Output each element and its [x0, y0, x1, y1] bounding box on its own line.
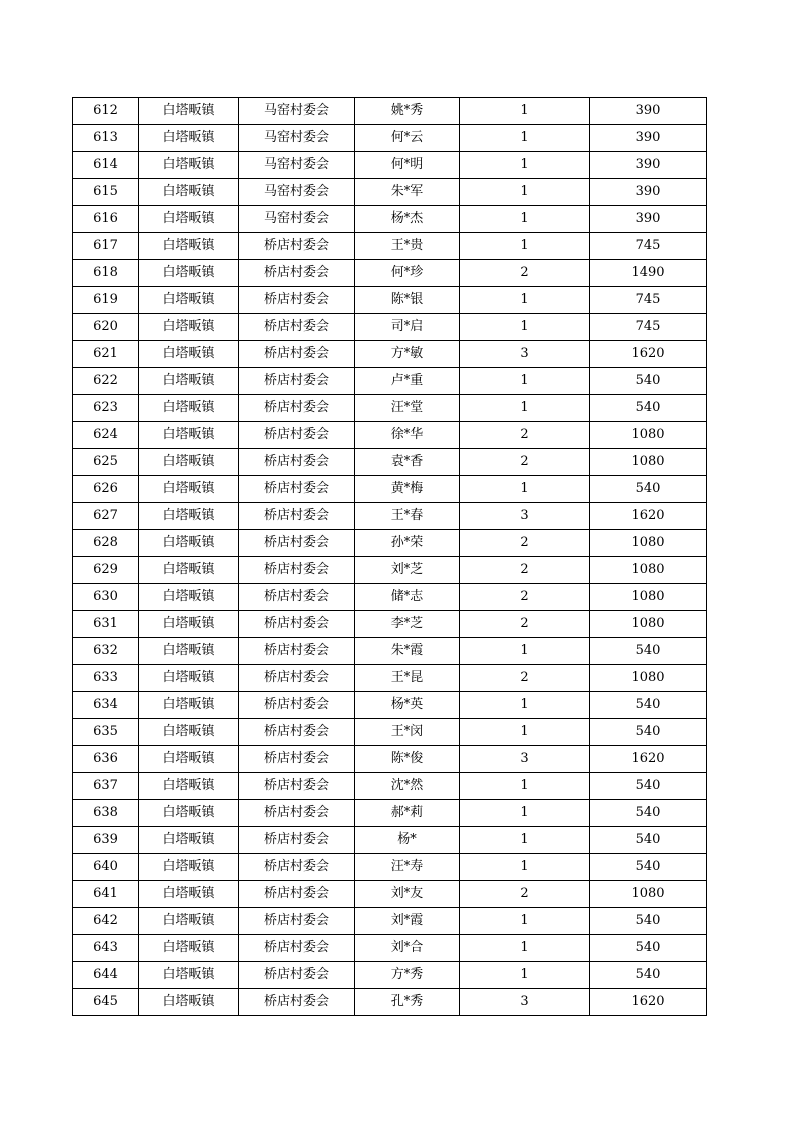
count-cell: 1	[460, 314, 590, 341]
name-cell: 何*珍	[355, 260, 460, 287]
count-cell: 2	[460, 584, 590, 611]
name-cell: 杨*英	[355, 692, 460, 719]
serial-cell: 632	[73, 638, 139, 665]
town-cell: 白塔畈镇	[139, 422, 239, 449]
town-cell: 白塔畈镇	[139, 206, 239, 233]
town-cell: 白塔畈镇	[139, 287, 239, 314]
table-row	[73, 260, 707, 287]
serial-cell: 631	[73, 611, 139, 638]
amount-cell: 1080	[590, 665, 707, 692]
name-cell: 陈*俊	[355, 746, 460, 773]
table-row	[73, 368, 707, 395]
serial-cell: 642	[73, 908, 139, 935]
amount-cell: 1620	[590, 746, 707, 773]
count-cell: 1	[460, 476, 590, 503]
table-row	[73, 287, 707, 314]
village-committee-cell: 桥店村委会	[239, 665, 355, 692]
amount-cell: 745	[590, 233, 707, 260]
town-cell: 白塔畈镇	[139, 530, 239, 557]
amount-cell: 1080	[590, 584, 707, 611]
table-row	[73, 962, 707, 989]
serial-cell: 633	[73, 665, 139, 692]
village-committee-cell: 桥店村委会	[239, 503, 355, 530]
town-cell: 白塔畈镇	[139, 179, 239, 206]
name-cell: 杨*	[355, 827, 460, 854]
village-committee-cell: 桥店村委会	[239, 530, 355, 557]
name-cell: 方*秀	[355, 962, 460, 989]
table-row	[73, 584, 707, 611]
village-committee-cell: 桥店村委会	[239, 800, 355, 827]
village-committee-cell: 桥店村委会	[239, 476, 355, 503]
town-cell: 白塔畈镇	[139, 962, 239, 989]
serial-cell: 624	[73, 422, 139, 449]
serial-cell: 627	[73, 503, 139, 530]
serial-cell: 630	[73, 584, 139, 611]
village-committee-cell: 桥店村委会	[239, 395, 355, 422]
name-cell: 朱*军	[355, 179, 460, 206]
serial-cell: 637	[73, 773, 139, 800]
town-cell: 白塔畈镇	[139, 476, 239, 503]
count-cell: 1	[460, 233, 590, 260]
count-cell: 1	[460, 800, 590, 827]
count-cell: 1	[460, 962, 590, 989]
count-cell: 3	[460, 746, 590, 773]
table-row	[73, 449, 707, 476]
amount-cell: 1080	[590, 881, 707, 908]
count-cell: 3	[460, 341, 590, 368]
village-committee-cell: 马窑村委会	[239, 179, 355, 206]
count-cell: 1	[460, 692, 590, 719]
name-cell: 汪*堂	[355, 395, 460, 422]
count-cell: 2	[460, 665, 590, 692]
count-cell: 3	[460, 503, 590, 530]
village-committee-cell: 马窑村委会	[239, 125, 355, 152]
amount-cell: 540	[590, 800, 707, 827]
serial-cell: 620	[73, 314, 139, 341]
village-committee-cell: 桥店村委会	[239, 908, 355, 935]
count-cell: 1	[460, 152, 590, 179]
town-cell: 白塔畈镇	[139, 260, 239, 287]
serial-cell: 628	[73, 530, 139, 557]
town-cell: 白塔畈镇	[139, 584, 239, 611]
count-cell: 1	[460, 935, 590, 962]
name-cell: 司*启	[355, 314, 460, 341]
count-cell: 1	[460, 719, 590, 746]
count-cell: 1	[460, 368, 590, 395]
name-cell: 储*志	[355, 584, 460, 611]
town-cell: 白塔畈镇	[139, 719, 239, 746]
table-row	[73, 773, 707, 800]
table-row	[73, 233, 707, 260]
amount-cell: 1080	[590, 557, 707, 584]
serial-cell: 629	[73, 557, 139, 584]
amount-cell: 540	[590, 368, 707, 395]
name-cell: 黄*梅	[355, 476, 460, 503]
name-cell: 王*贵	[355, 233, 460, 260]
serial-cell: 618	[73, 260, 139, 287]
name-cell: 刘*友	[355, 881, 460, 908]
count-cell: 1	[460, 908, 590, 935]
amount-cell: 1080	[590, 611, 707, 638]
count-cell: 1	[460, 638, 590, 665]
serial-cell: 645	[73, 989, 139, 1016]
amount-cell: 1080	[590, 449, 707, 476]
table-row	[73, 638, 707, 665]
serial-cell: 617	[73, 233, 139, 260]
table-row	[73, 854, 707, 881]
table-row	[73, 665, 707, 692]
amount-cell: 390	[590, 125, 707, 152]
count-cell: 1	[460, 287, 590, 314]
name-cell: 王*闵	[355, 719, 460, 746]
village-committee-cell: 桥店村委会	[239, 638, 355, 665]
village-committee-cell: 桥店村委会	[239, 260, 355, 287]
name-cell: 李*芝	[355, 611, 460, 638]
count-cell: 1	[460, 98, 590, 125]
village-committee-cell: 桥店村委会	[239, 692, 355, 719]
name-cell: 刘*芝	[355, 557, 460, 584]
town-cell: 白塔畈镇	[139, 773, 239, 800]
village-committee-cell: 桥店村委会	[239, 557, 355, 584]
village-committee-cell: 桥店村委会	[239, 746, 355, 773]
count-cell: 1	[460, 125, 590, 152]
amount-cell: 1620	[590, 989, 707, 1016]
name-cell: 何*云	[355, 125, 460, 152]
town-cell: 白塔畈镇	[139, 449, 239, 476]
amount-cell: 1490	[590, 260, 707, 287]
town-cell: 白塔畈镇	[139, 935, 239, 962]
village-committee-cell: 桥店村委会	[239, 854, 355, 881]
town-cell: 白塔畈镇	[139, 665, 239, 692]
table-row	[73, 98, 707, 125]
table-row	[73, 125, 707, 152]
village-committee-cell: 桥店村委会	[239, 719, 355, 746]
village-committee-cell: 桥店村委会	[239, 422, 355, 449]
name-cell: 杨*杰	[355, 206, 460, 233]
table-row	[73, 503, 707, 530]
amount-cell: 390	[590, 152, 707, 179]
serial-cell: 622	[73, 368, 139, 395]
table-row	[73, 530, 707, 557]
town-cell: 白塔畈镇	[139, 341, 239, 368]
town-cell: 白塔畈镇	[139, 746, 239, 773]
town-cell: 白塔畈镇	[139, 557, 239, 584]
table-row	[73, 719, 707, 746]
serial-cell: 638	[73, 800, 139, 827]
table-row	[73, 476, 707, 503]
town-cell: 白塔畈镇	[139, 368, 239, 395]
count-cell: 2	[460, 449, 590, 476]
amount-cell: 540	[590, 962, 707, 989]
village-committee-cell: 桥店村委会	[239, 827, 355, 854]
town-cell: 白塔畈镇	[139, 638, 239, 665]
village-committee-cell: 桥店村委会	[239, 314, 355, 341]
serial-cell: 626	[73, 476, 139, 503]
village-committee-cell: 桥店村委会	[239, 962, 355, 989]
count-cell: 1	[460, 206, 590, 233]
table-row	[73, 989, 707, 1016]
village-committee-cell: 桥店村委会	[239, 881, 355, 908]
name-cell: 姚*秀	[355, 98, 460, 125]
amount-cell: 1080	[590, 530, 707, 557]
amount-cell: 540	[590, 827, 707, 854]
count-cell: 1	[460, 827, 590, 854]
count-cell: 3	[460, 989, 590, 1016]
name-cell: 朱*霞	[355, 638, 460, 665]
village-committee-cell: 桥店村委会	[239, 584, 355, 611]
name-cell: 郝*莉	[355, 800, 460, 827]
town-cell: 白塔畈镇	[139, 314, 239, 341]
village-committee-cell: 桥店村委会	[239, 449, 355, 476]
amount-cell: 1620	[590, 503, 707, 530]
town-cell: 白塔畈镇	[139, 908, 239, 935]
table-row	[73, 800, 707, 827]
serial-cell: 635	[73, 719, 139, 746]
amount-cell: 540	[590, 692, 707, 719]
count-cell: 1	[460, 179, 590, 206]
table-body	[73, 98, 707, 1016]
table-row	[73, 746, 707, 773]
amount-cell: 390	[590, 98, 707, 125]
serial-cell: 639	[73, 827, 139, 854]
serial-cell: 644	[73, 962, 139, 989]
serial-cell: 636	[73, 746, 139, 773]
table-row	[73, 692, 707, 719]
table-row	[73, 152, 707, 179]
serial-cell: 621	[73, 341, 139, 368]
village-committee-cell: 桥店村委会	[239, 368, 355, 395]
amount-cell: 540	[590, 395, 707, 422]
village-committee-cell: 桥店村委会	[239, 611, 355, 638]
town-cell: 白塔畈镇	[139, 827, 239, 854]
table-row	[73, 422, 707, 449]
table-row	[73, 611, 707, 638]
serial-cell: 643	[73, 935, 139, 962]
village-committee-cell: 马窑村委会	[239, 152, 355, 179]
table-row	[73, 206, 707, 233]
count-cell: 1	[460, 773, 590, 800]
amount-cell: 745	[590, 287, 707, 314]
table-row	[73, 557, 707, 584]
amount-cell: 390	[590, 179, 707, 206]
town-cell: 白塔畈镇	[139, 503, 239, 530]
table-row	[73, 314, 707, 341]
count-cell: 2	[460, 530, 590, 557]
count-cell: 2	[460, 260, 590, 287]
name-cell: 卢*重	[355, 368, 460, 395]
amount-cell: 540	[590, 638, 707, 665]
count-cell: 2	[460, 422, 590, 449]
serial-cell: 634	[73, 692, 139, 719]
village-committee-cell: 桥店村委会	[239, 773, 355, 800]
name-cell: 刘*霞	[355, 908, 460, 935]
amount-cell: 540	[590, 476, 707, 503]
serial-cell: 616	[73, 206, 139, 233]
amount-cell: 745	[590, 314, 707, 341]
table-row	[73, 179, 707, 206]
town-cell: 白塔畈镇	[139, 881, 239, 908]
town-cell: 白塔畈镇	[139, 800, 239, 827]
name-cell: 王*春	[355, 503, 460, 530]
count-cell: 1	[460, 395, 590, 422]
serial-cell: 619	[73, 287, 139, 314]
name-cell: 汪*寿	[355, 854, 460, 881]
town-cell: 白塔畈镇	[139, 989, 239, 1016]
count-cell: 2	[460, 881, 590, 908]
table-row	[73, 881, 707, 908]
village-committee-cell: 马窑村委会	[239, 206, 355, 233]
town-cell: 白塔畈镇	[139, 854, 239, 881]
town-cell: 白塔畈镇	[139, 233, 239, 260]
name-cell: 孔*秀	[355, 989, 460, 1016]
serial-cell: 614	[73, 152, 139, 179]
count-cell: 2	[460, 557, 590, 584]
name-cell: 徐*华	[355, 422, 460, 449]
serial-cell: 612	[73, 98, 139, 125]
count-cell: 1	[460, 854, 590, 881]
amount-cell: 540	[590, 854, 707, 881]
village-committee-cell: 桥店村委会	[239, 989, 355, 1016]
village-committee-cell: 桥店村委会	[239, 287, 355, 314]
amount-cell: 540	[590, 908, 707, 935]
village-committee-cell: 马窑村委会	[239, 98, 355, 125]
count-cell: 2	[460, 611, 590, 638]
serial-cell: 615	[73, 179, 139, 206]
serial-cell: 641	[73, 881, 139, 908]
town-cell: 白塔畈镇	[139, 125, 239, 152]
serial-cell: 613	[73, 125, 139, 152]
amount-cell: 390	[590, 206, 707, 233]
amount-cell: 1080	[590, 422, 707, 449]
table-row	[73, 908, 707, 935]
name-cell: 何*明	[355, 152, 460, 179]
town-cell: 白塔畈镇	[139, 98, 239, 125]
town-cell: 白塔畈镇	[139, 692, 239, 719]
village-committee-cell: 桥店村委会	[239, 233, 355, 260]
amount-cell: 1620	[590, 341, 707, 368]
table-row	[73, 395, 707, 422]
village-committee-cell: 桥店村委会	[239, 341, 355, 368]
name-cell: 袁*香	[355, 449, 460, 476]
name-cell: 刘*合	[355, 935, 460, 962]
town-cell: 白塔畈镇	[139, 611, 239, 638]
table-row	[73, 341, 707, 368]
name-cell: 陈*银	[355, 287, 460, 314]
serial-cell: 640	[73, 854, 139, 881]
data-table	[72, 97, 707, 1016]
name-cell: 方*敏	[355, 341, 460, 368]
name-cell: 孙*荣	[355, 530, 460, 557]
name-cell: 沈*然	[355, 773, 460, 800]
serial-cell: 623	[73, 395, 139, 422]
amount-cell: 540	[590, 773, 707, 800]
town-cell: 白塔畈镇	[139, 395, 239, 422]
name-cell: 王*昆	[355, 665, 460, 692]
village-committee-cell: 桥店村委会	[239, 935, 355, 962]
serial-cell: 625	[73, 449, 139, 476]
table-row	[73, 935, 707, 962]
amount-cell: 540	[590, 935, 707, 962]
amount-cell: 540	[590, 719, 707, 746]
table-row	[73, 827, 707, 854]
town-cell: 白塔畈镇	[139, 152, 239, 179]
